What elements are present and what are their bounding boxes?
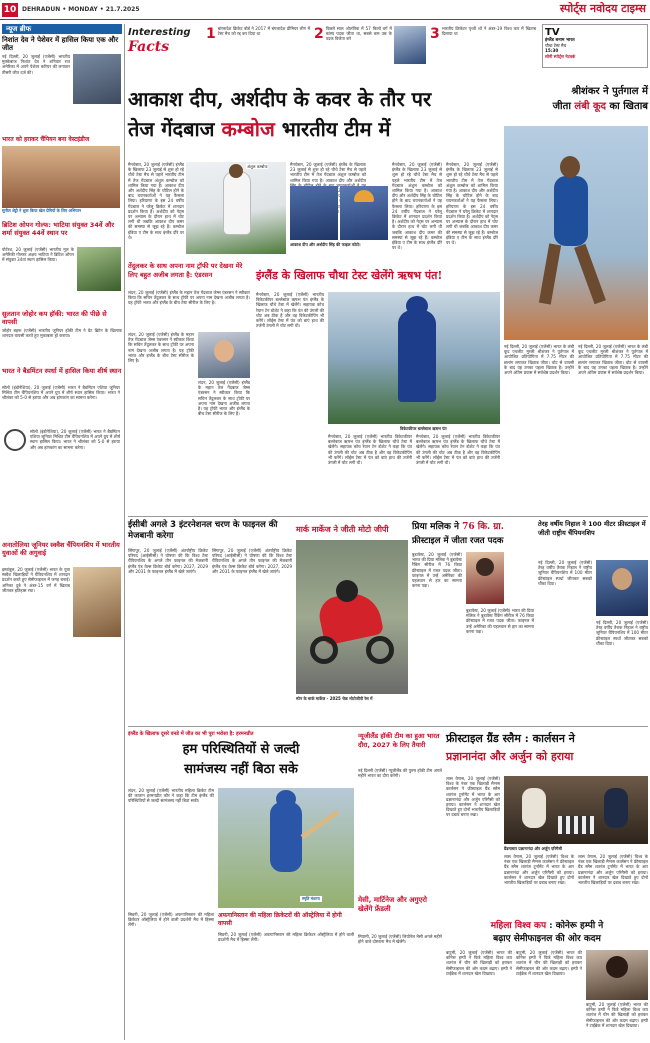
nihal-body-col-2: नई दिल्ली, 20 जुलाई (एजेंसी) तेरह वर्षीय तैराक निहाल ने राष्ट्रीय जूनियर चैंपियनशिप में 100 मीटर फ्रीस्टाइल स्पर्धा जीतकर सबको चौंका दिया। [596,620,648,646]
badminton-icon [4,429,26,451]
divider-mid [128,516,648,517]
brief-headline-1: निशांत देव ने पेशेवर में हासिल किया एक और जीत [2,36,119,52]
koneru-body-col-1: बाटुमी, 20 जुलाई (एजेंसी) भारत की कोनेरू हम्पी ने फिडे महिला विश्व कप शतरंज में चीन की खिलाड़ी को हराकर सेमीफाइनल की ओर कदम बढ़ाए। हम्पी ने टाईब्रेक में शानदार खेल दिखाया। [446,950,512,976]
sreeshankar-headline-line-2c: का खिताब [609,101,648,112]
brief-text-5: सोलो (इंडोनेशिया), 20 जुलाई (एजेंसी) भारत ने बैडमिंटन एशिया जूनियर मिश्रित टीम चैंपियनशिप में अपने ग्रुप में शीर्ष स्थान हासिल किया। भारत ने श्रीलंका को 5-0 से हराया और अब हांगकांग का सामना करेगा। [2,385,120,401]
koneru-photo [586,950,648,1000]
nihal-headline [538,520,648,558]
priya-headline-c: फ्रीस्टाइल में जीता रजत पदक [412,536,504,546]
dateline: DEHRADUN • MONDAY • 21.7.2025 [22,6,140,13]
anderson-headline: तेंदुलकर के साथ अपना नाम ट्रॉफी पर देखना मेरे लिए बहुत अजीब लगता है: एंडरसन [128,262,243,279]
harmanpreet-headline-line-2: सामंजस्य नहीं बिठा सके [184,762,298,777]
harmanpreet-body: लंदन, 20 जुलाई (एजेंसी) भारतीय महिला क्रिकेट टीम की कप्तान हरमनप्रीत कौर ने कहा कि टीम इंग्लैंड की परिस्थितियों से जल्दी सामंजस्य नहीं बिठा सकी। [128,788,214,804]
tv-line-2: चौथा टेस्ट मैच [545,43,567,49]
nihal-headline-text: तेरह वर्षीय निहाल ने 100 मीटर फ्रीस्टाइल में जीती राष्ट्रीय चैंपियनशिप [538,520,646,537]
lead-body-col-3: मैनचेस्टर, 20 जुलाई (एजेंसी) इंग्लैंड के खिलाफ 23 जुलाई से शुरू हो रहे चौथे टेस्ट मैच से पहले भारतीय टीम में तेज गेंदबाज अंशुल कम्बोज को शामिल किया गया है। आकाश दीप और अर्शदीप सिंह के चोटिल होने के बाद चयनकर्ताओं ने यह फैसला लिया। हरियाणा के इस 24 वर्षीय गेंदबाज ने घरेलू क्रिकेट में शानदार प्रदर्शन किया है। अर्शदीप को नेट्स पर अभ्यास के दौरान हाथ में चोट लगी थी जबकि आकाश दीप कमर की समस्या से जूझ रहे हैं। कम्बोज इंडिया ए टीम के साथ इंग्लैंड दौरे पर थे। [392,162,442,251]
sreeshankar-photo [504,126,648,340]
mandhana-caption: स्मृति मंधाना [302,896,320,901]
brief-caption-2: सुनील शेट्टी ने शुरू किया खेल प्रेमियों के लिए अभियान [2,208,81,213]
sreeshankar-headline-line-1: श्रीशंकर ने पुर्तगाल में [571,86,648,97]
harmanpreet-kicker: इंग्लैंड के खिलाफ दूसरे वनडे में जीत का भी पूरा भरोसा है: हरमनप्रीत [128,731,254,737]
lead-body-col-4: मैनचेस्टर, 20 जुलाई (एजेंसी) इंग्लैंड के खिलाफ 23 जुलाई से शुरू हो रहे चौथे टेस्ट मैच से पहले भारतीय टीम में तेज गेंदबाज अंशुल कम्बोज को शामिल किया गया है। आकाश दीप और अर्शदीप सिंह के चोटिल होने के बाद चयनकर्ताओं ने यह फैसला लिया। हरियाणा के इस 24 वर्षीय गेंदबाज ने घरेलू क्रिकेट में शानदार प्रदर्शन किया है। अर्शदीप को नेट्स पर अभ्यास के दौरान हाथ में चोट लगी थी जबकि आकाश दीप कमर की समस्या से जूझ रहे हैं। कम्बोज इंडिया ए टीम के साथ इंग्लैंड दौरे पर थे। [446,162,498,246]
priya-body-col-1: बुडापेस्ट, 20 जुलाई (एजेंसी) भारत की प्रिया मलिक ने बुडापेस्ट रैंकिंग सीरीज में 76 किग्रा फ्रीस्टाइल में रजत पदक जीता। फाइनल में उन्हें अमेरिका की पहलवान से हार का सामना करना पड़ा। [412,552,462,589]
tv-icon: TV [545,27,560,38]
brief-text-3: पोर्टरश, 20 जुलाई (एजेंसी) भारतीय मूल के अमेरिकी गोल्फर अक्षय भाटिया ने ब्रिटिश ओपन में संयुक्त 34वां स्थान हासिल किया। [2,247,74,263]
lead-headline-line-2b: कम्बोज [221,117,275,141]
freestyle-headline-line-1: फ्रीस्टाइल ग्रैंड स्लैम : कार्लसन ने [446,732,575,745]
facts-title [128,26,200,66]
column-divider-left [124,24,125,1040]
priya-body-col-2: बुडापेस्ट, 20 जुलाई (एजेंसी) भारत की प्रिया मलिक ने बुडापेस्ट रैंकिंग सीरीज में 76 किग्रा फ्रीस्टाइल में रजत पदक जीता। फाइनल में उन्हें अमेरिका की पहलवान से हार का सामना करना पड़ा। [466,608,534,634]
pant-caption: विकेटकीपर बल्लेबाज ऋषभ पंत [400,426,447,431]
brief-headline-2: भारत को हराकर चैंपियन बना वेस्टइंडीज [2,136,90,143]
lead-headline-line-2c: भारतीय टीम में [281,117,391,141]
harmanpreet-headline [128,740,354,784]
fact-3 [430,26,536,66]
priya-headline-a: प्रिया मलिक ने [412,522,459,532]
news-brief-title: न्यूज ब्रीफ [2,24,122,34]
afghan-body-col-1: सिडनी, 20 जुलाई (एजेंसी) अफगानिस्तान की महिला क्रिकेटर ऑस्ट्रेलिया में होने वाली प्रदर्शनी मैच में हिस्सा लेंगी। [128,912,214,928]
koneru-body-col-3: बाटुमी, 20 जुलाई (एजेंसी) भारत की कोनेरू हम्पी ने फिडे महिला विश्व कप शतरंज में चीन की खिलाड़ी को हराकर सेमीफाइनल की ओर कदम बढ़ाए। हम्पी ने टाईब्रेक में शानदार खेल दिखाया। [586,1002,648,1028]
anderson-body: लंदन, 20 जुलाई (एजेंसी) इंग्लैंड के महान तेज गेंदबाज जेम्स एंडरसन ने स्वीकार किया कि सचिन तेंदुलकर के साथ ट्रॉफी पर अपना नाम देखना अजीब लगता है। यह ट्रॉफी भारत और इंग्लैंड के बीच टेस्ट सीरीज के लिए है। [128,290,250,306]
koneru-headline-line-2: बढ़ाए सेमीफाइनल की ओर कदम [493,934,601,944]
sreeshankar-body-col-1: नई दिल्ली, 20 जुलाई (एजेंसी) भारत के लंबी कूद एथलीट मुरली श्रीशंकर ने पुर्तगाल में आयोजित प्रतियोगिता में 7.75 मीटर की छलांग लगाकर खिताब जीता। चोट से वापसी के बाद यह उनका पहला खिताब है। उन्होंने अपने अंतिम प्रयास में सर्वश्रेष्ठ प्रदर्शन किया। [504,344,574,376]
masthead [0,0,650,20]
ssc-headline: ईसीबी अगले 3 इंटरनेशनल चरण के फाइनल की मेजबानी करेगा [128,520,278,541]
sreeshankar-headline-line-2a: जीता [552,101,571,112]
akashdeep-photo [290,186,338,240]
fact-number: 1 [206,26,216,42]
tv-guide [542,24,648,68]
nihal-photo [596,560,648,616]
priya-headline-b: 76 कि. ग्रा. [462,522,504,532]
priya-photo [466,552,504,604]
lead-body-col-2: मैनचेस्टर, 20 जुलाई (एजेंसी) इंग्लैंड के खिलाफ 23 जुलाई से शुरू हो रहे चौथे टेस्ट मैच से पहले भारतीय टीम में तेज गेंदबाज अंशुल कम्बोज को शामिल किया गया है। आकाश दीप और अर्शदीप [290,162,366,183]
hockey-nz-headline: न्यूजीलैंड हॉकी टीम का हुआ भारत दौरा, 2027 के लिए तैयारी [358,732,440,749]
fact-photo [394,26,426,64]
facts-title-b: Facts [128,39,170,55]
marquez-headline: मार्क मार्केज ने जीती मोटो जीपी [296,525,389,534]
pant-headline: इंग्लैंड के खिलाफ चौथा टेस्ट खेलेंगे ऋषभ पंत! [256,269,443,282]
freestyle-headline [446,730,648,770]
brief-headline-4: सुलतान जोहोर कप हॉकी: भारत की पीछे से वापसी [2,310,107,326]
news-brief-column [2,24,122,1040]
fact-text: बांग्लादेश क्रिकेट बोर्ड ने 2017 में बंगलादेश प्रीमियर लीग में टेस्ट मैच को रद्द कर दिया था [217,26,310,37]
brief-text-4: जोहोर बहरू (एजेंसी) भारतीय जूनियर हॉकी टीम ने ग्रेट ब्रिटेन के खिलाफ शानदार वापसी करते हुए मुकाबला ड्रॉ कराया। [2,328,122,339]
koneru-headline-b: : कोनेरू हम्पी ने [549,921,604,931]
tv-line-1: इंग्लैंड बनाम भारत [545,38,575,43]
freestyle-body-col-2: लास वेगास, 20 जुलाई (एजेंसी) विश्व के नंबर एक खिलाड़ी मैग्नस कार्लसन ने फ्रीस्टाइल ग्रैंड स्लैम शतरंज टूर्नामेंट में भारत के आर प्रज्ञानानंदा और अर्जुन एरिगैसी को हराया। कार्लसन ने शानदार खेल दिखाते हुए दोनों भारतीय खिलाड़ियों पर दबाव बनाए रखा। [504,854,574,886]
brief-headline-5: भारत ने बैडमिंटन स्पर्धा में हासिल किया शीर्ष स्थान [2,367,122,375]
pant-photo [328,292,500,424]
fact-2 [314,26,426,66]
pant-body-col-1: मैनचेस्टर, 20 जुलाई (एजेंसी) भारतीय विकेटकीपर बल्लेबाज ऋषभ पंत इंग्लैंड के खिलाफ चौथे टेस्ट में खेलेंगे। सहायक कोच रेयान टेन डोशेट ने कहा कि पंत की उंगली की चोट अब ठीक है और वह विकेटकीपिंग भी करेंगे। लॉर्ड्स टेस्ट में पंत को बाएं हाथ की तर्जनी उंगली में चोट लगी थी। [256,292,324,329]
anderson-photo [198,332,250,378]
akashdeep-arshdeep-caption: आकाश दीप और अर्शदीप सिंह की फाइल फोटो। [290,242,361,247]
ssc-body-col-2: सिंगापुर, 20 जुलाई (एजेंसी) अंतर्राष्ट्रीय क्रिकेट परिषद (आईसीसी) ने घोषणा की कि विश्व टेस्ट चैंपियनशिप के अगले तीन फाइनल की मेजबानी इंग्लैंड एंड वेल्स क्रिकेट बोर्ड करेगा। 2027, 2029 और 2031 के फाइनल इंग्लैंड में खेले जाएंगे। [212,548,292,574]
squash-player-photo [73,567,121,637]
fact-text: पिछले साल ओलंपिक में 57 किलो वर्ग में कांस्य पदक जीता था, सबसे कम उम्र के पदक विजेता बने [325,26,392,42]
golfer-photo [77,247,121,291]
sreeshankar-headline-line-2b: लंबी कूद [574,101,606,112]
kamboj-photo [186,162,286,254]
lead-headline-line-1: आकाश दीप, अर्शदीप के कवर के तौर पर [128,87,432,111]
divider-lower [128,726,648,727]
harmanpreet-headline-line-1: हम परिस्थितियों से जल्दी [182,742,300,757]
tv-line-3: 15:30 [545,48,559,54]
fact-number: 3 [430,26,440,42]
arshdeep-photo [340,186,388,240]
messi-body: मियामी, 20 जुलाई (एजेंसी) लियोनेल मेसी अगले महीने होने वाले दोस्ताना मैच में खेलेंगे। [358,934,442,945]
koneru-body-col-2: बाटुमी, 20 जुलाई (एजेंसी) भारत की कोनेरू हम्पी ने फिडे महिला विश्व कप शतरंज में चीन की खिलाड़ी को हराकर सेमीफाइनल की ओर कदम बढ़ाए। हम्पी ने टाईब्रेक में शानदार खेल दिखाया। [516,950,582,976]
page-number: 10 [3,5,17,15]
sreeshankar-headline [504,84,648,122]
freestyle-headline-line-2: प्रज्ञानानंदा और अर्जुन को हराया [446,750,574,763]
chess-caption: ग्रैंडमास्टर प्रज्ञानानंदा और अर्जुन एरिगैसी [504,846,562,851]
marquez-caption: स्पेन के मार्क मार्केज - 2025 चेक मोटोजीपी रेस में [296,696,373,701]
brief-text-6: इस्तांबुल, 20 जुलाई (एजेंसी) भारत के युवा स्क्वैश खिलाड़ियों ने चैंपियनशिप में शानदार प्रदर्शन करते हुए सेमीफाइनल में जगह बनाई। अनिका दुबे ने अंडर-15 वर्ग में खिताब जीतकर इतिहास रचा। [2,567,70,593]
brief-headline-6: अनातोलिया जूनियर स्क्वैश चैंपियनशिप में भारतीय युवाओं की अगुवाई [2,541,120,557]
brief-headline-3: ब्रिटिश ओपन गोल्फ: भाटिया संयुक्त 34वें और शर्मा संयुक्त 44वें स्थान पर [2,221,115,237]
messi-headline: मेसी, मार्टिनेज और अगुएरो खेलेंगे फ्रेंडली [358,896,427,913]
fact-1 [206,26,310,66]
kamboj-tag: अंशुल कम्बोज [247,164,268,169]
marquez-photo [296,540,408,694]
koneru-headline-a: महिला विश्व कप [490,921,547,931]
tv-line-4: सोनी स्पोर्ट्स नेटवर्क [545,53,576,59]
fact-number: 2 [314,26,324,42]
koneru-headline [446,920,648,948]
afghan-headline: अफगानिस्तान की महिला क्रिकेटरों की ऑस्ट्रेलिया में होगी वापसी [218,912,342,927]
nihal-body-col-1: नई दिल्ली, 20 जुलाई (एजेंसी) तेरह वर्षीय तैराक निहाल ने राष्ट्रीय जूनियर चैंपियनशिप में 100 मीटर फ्रीस्टाइल स्पर्धा जीतकर सबको चौंका दिया। [538,560,592,586]
ssc-body-col-1: सिंगापुर, 20 जुलाई (एजेंसी) अंतर्राष्ट्रीय क्रिकेट परिषद (आईसीसी) ने घोषणा की कि विश्व टेस्ट चैंपियनशिप के अगले तीन फाइनल की मेजबानी इंग्लैंड एंड वेल्स क्रिकेट बोर्ड करेगा। 2027, 2029 और 2031 के फाइनल इंग्लैंड में खेले जाएंगे। [128,548,208,574]
lead-headline [128,84,500,150]
anderson-body-3: लंदन, 20 जुलाई (एजेंसी) इंग्लैंड के महान तेज गेंदबाज जेम्स एंडरसन ने स्वीकार किया कि सचिन तेंदुलकर के साथ ट्रॉफी पर अपना नाम देखना अजीब लगता है। यह ट्रॉफी भारत और इंग्लैंड के बीच टेस्ट सीरीज के लिए है। [198,380,250,417]
freestyle-body-col-1: लास वेगास, 20 जुलाई (एजेंसी) विश्व के नंबर एक खिलाड़ी मैग्नस कार्लसन ने फ्रीस्टाइल ग्रैंड स्लैम शतरंज टूर्नामेंट में भारत के आर प्रज्ञानानंदा और अर्जुन एरिगैसी को हराया। कार्लसन ने शानदार खेल दिखाते हुए दोनों भारतीय खिलाड़ियों पर दबाव बनाए रखा। [446,776,500,818]
freestyle-body-col-3: लास वेगास, 20 जुलाई (एजेंसी) विश्व के नंबर एक खिलाड़ी मैग्नस कार्लसन ने फ्रीस्टाइल ग्रैंड स्लैम शतरंज टूर्नामेंट में भारत के आर प्रज्ञानानंदा और अर्जुन एरिगैसी को हराया। कार्लसन ने शानदार खेल दिखाते हुए दोनों भारतीय खिलाड़ियों पर दबाव बनाए रखा। [578,854,648,886]
hockey-nz-body: नई दिल्ली (एजेंसी) न्यूजीलैंड की पुरुष हॉकी टीम अगले महीने भारत का दौरा करेगी। [358,768,442,779]
brand-logo: स्पोर्ट्स नवोदय टाइम्स [559,2,646,15]
brief-text-5b: सोलो (इंडोनेशिया), 20 जुलाई (एजेंसी) भारत ने बैडमिंटन एशिया जूनियर मिश्रित टीम चैंपियनशिप में अपने ग्रुप में शीर्ष स्थान हासिल किया। भारत ने श्रीलंका को 5-0 से हराया और अब हांगकांग का सामना करेगा। [30,429,120,450]
sreeshankar-body-col-2: नई दिल्ली, 20 जुलाई (एजेंसी) भारत के लंबी कूद एथलीट मुरली श्रीशंकर ने पुर्तगाल में आयोजित प्रतियोगिता में 7.75 मीटर की छलांग लगाकर खिताब जीता। चोट से वापसी के बाद यह उनका पहला खिताब है। उन्होंने अपने अंतिम प्रयास में सर्वश्रेष्ठ प्रदर्शन किया। [578,344,648,376]
priya-headline [412,520,534,550]
pant-body-col-3: मैनचेस्टर, 20 जुलाई (एजेंसी) भारतीय विकेटकीपर बल्लेबाज ऋषभ पंत इंग्लैंड के खिलाफ चौथे टेस्ट में खेलेंगे। सहायक कोच रेयान टेन डोशेट ने कहा कि पंत की उंगली की चोट अब ठीक है और वह विकेटकीपिंग भी करेंगे। लॉर्ड्स टेस्ट में पंत को बाएं हाथ की तर्जनी उंगली में चोट लगी थी। [416,434,500,466]
fact-text: भारतीय क्रिकेटर पृथ्वी शॉ ने अंडर-19 विश्व कप में खिताब दिलाया था [441,26,536,37]
boxer-photo [73,54,121,104]
chess-players-photo [504,776,648,844]
interesting-facts [128,24,538,68]
afghan-body-col-2: सिडनी, 20 जुलाई (एजेंसी) अफगानिस्तान की महिला क्रिकेटर ऑस्ट्रेलिया में होने वाली प्रदर्शनी मैच में हिस्सा लेंगी। [218,932,354,943]
brief-photo-2 [2,146,120,208]
brief-text-1: नई दिल्ली, 20 जुलाई (एजेंसी) भारतीय मुक्केबाज निशांत देव ने शनिवार रात अमेरिका में अपने पेशेवर करियर की लगातार तीसरी जीत दर्ज की। [2,54,70,75]
lead-body-col-1: मैनचेस्टर, 20 जुलाई (एजेंसी) इंग्लैंड के खिलाफ 23 जुलाई से शुरू हो रहे चौथे टेस्ट मैच से पहले भारतीय टीम में तेज गेंदबाज अंशुल कम्बोज को शामिल किया गया है। आकाश दीप और अर्शदीप सिंह के चोटिल होने के बाद चयनकर्ताओं ने यह फैसला लिया। हरियाणा के इस 24 वर्षीय गेंदबाज ने घरेलू क्रिकेट में शानदार प्रदर्शन किया है। अर्शदीप को नेट्स पर अभ्यास के दौरान हाथ में चोट लगी थी जबकि आकाश दीप कमर की समस्या से जूझ रहे हैं। कम्बोज इंडिया ए टीम के साथ इंग्लैंड दौरे पर थे। [128,162,184,240]
mandhana-photo [218,788,354,908]
lead-headline-line-2a: तेज गेंदबाज [128,117,215,141]
facts-title-a: Interesting [128,27,191,38]
pant-body-col-2: मैनचेस्टर, 20 जुलाई (एजेंसी) भारतीय विकेटकीपर बल्लेबाज ऋषभ पंत इंग्लैंड के खिलाफ चौथे टेस्ट में खेलेंगे। सहायक कोच रेयान टेन डोशेट ने कहा कि पंत की उंगली की चोट अब ठीक है और वह विकेटकीपिंग भी करेंगे। लॉर्ड्स टेस्ट में पंत को बाएं हाथ की तर्जनी उंगली में चोट लगी थी। [328,434,412,466]
anderson-body-2: लंदन, 20 जुलाई (एजेंसी) इंग्लैंड के महान तेज गेंदबाज जेम्स एंडरसन ने स्वीकार किया कि सचिन तेंदुलकर के साथ ट्रॉफी पर अपना नाम देखना अजीब लगता है। यह ट्रॉफी भारत और इंग्लैंड के बीच टेस्ट सीरीज के लिए है। [128,332,194,364]
